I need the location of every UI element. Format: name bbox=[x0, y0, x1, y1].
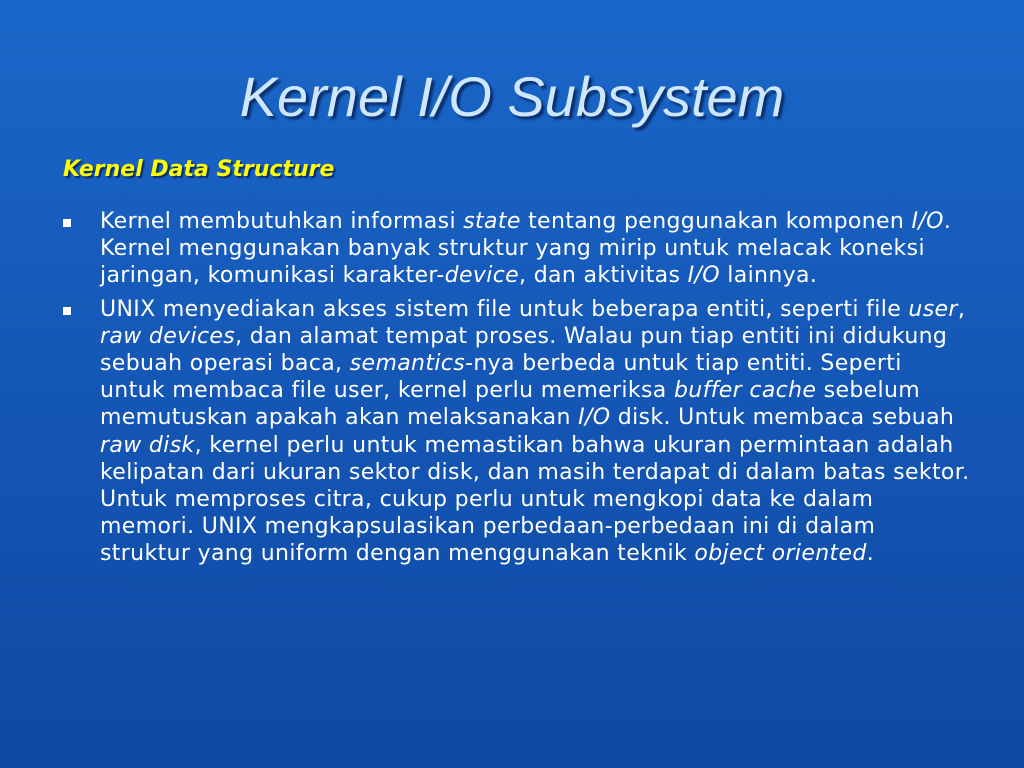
bullet-item bbox=[60, 208, 972, 290]
bullet-segment: tentang penggunakan komponen bbox=[520, 209, 912, 234]
bullet-segment-italic: raw disk bbox=[100, 432, 195, 458]
bullet-segment: . bbox=[866, 541, 875, 567]
bullet-segment-italic: I/O bbox=[578, 405, 611, 431]
bullet-segment-italic: device bbox=[444, 263, 520, 289]
bullet-text bbox=[100, 296, 977, 568]
bullet-segment: -nya berbeda untuk tiap entiti. Seperti untuk membaca file user, kernel perlu memeriksa bbox=[100, 351, 910, 404]
bullet-segment: , dan alamat tempat proses. Walau pun tiap entiti ini didukung sebuah operasi baca, bbox=[100, 323, 955, 377]
bullet-segment-italic: buffer cache bbox=[673, 378, 817, 404]
bullet-text bbox=[100, 208, 972, 290]
slide-title: Kernel I/O Subsystem bbox=[239, 65, 785, 128]
bullet-segment-italic: object oriented bbox=[694, 541, 867, 567]
bullet-segment: , kernel perlu untuk memastikan bahwa ukuran permintaan adalah kelipatan dari ukuran sektor disk, dan masih terdapat di dalam batas sektor. Untuk memproses citra, cukup perlu untuk mengkopi data ke dalam memori. UNIX mengkapsulasikan perbedaan-perbedaan ini di dalam struktur yang uniform dengan menggunakan teknik bbox=[100, 432, 977, 567]
bullet-segment: UNIX menyediakan akses sistem file untuk beberapa entiti, seperti file bbox=[100, 296, 909, 322]
bullet-segment: sebelum memutuskan apakah akan melaksanakan bbox=[100, 378, 928, 431]
bullet-item bbox=[60, 296, 977, 568]
bullet-segment: disk. Untuk membaca sebuah bbox=[610, 405, 962, 431]
bullet-segment: . Kernel menggunakan banyak struktur yang mirip untuk melacak koneksi jaringan, komunikasi karakter- bbox=[100, 209, 959, 289]
bullet-segment-italic: raw devices bbox=[100, 323, 236, 349]
bullet-segment-italic: state bbox=[463, 209, 521, 234]
bullet-segment: , dan aktivitas bbox=[519, 263, 688, 289]
bullet-segment-italic: semantics bbox=[349, 351, 466, 377]
bullet-segment-italic: I/O bbox=[687, 263, 720, 289]
bullet-segment-italic: user bbox=[908, 296, 958, 322]
section-subtitle: Kernel Data Structure bbox=[63, 157, 335, 182]
bullet-segment: , bbox=[957, 296, 973, 322]
square-bullet-icon bbox=[63, 219, 71, 227]
bullet-list bbox=[60, 208, 977, 574]
bullet-segment: Kernel membutuhkan informasi bbox=[100, 209, 464, 234]
bullet-segment-italic: I/O bbox=[911, 209, 944, 234]
bullet-segment: lainnya. bbox=[719, 263, 818, 289]
square-bullet-icon bbox=[63, 307, 71, 315]
